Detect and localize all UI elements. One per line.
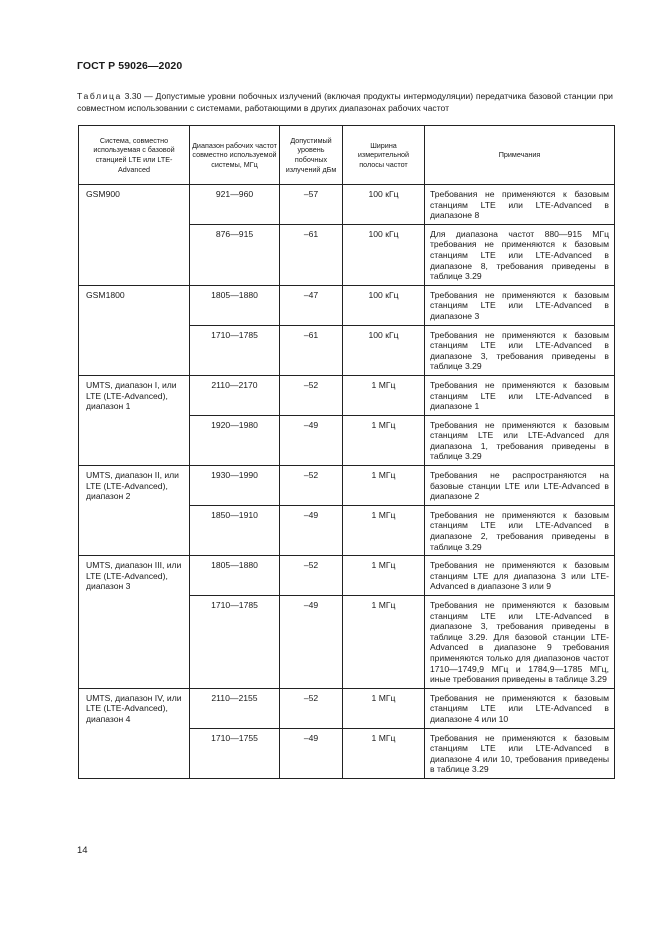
table-header-row (79, 126, 615, 185)
level-cell: –52 (280, 375, 343, 415)
bandwidth-cell: 1 МГц (343, 466, 425, 506)
bandwidth-cell: 1 МГц (343, 688, 425, 728)
frequency-cell: 1850—1910 (190, 505, 280, 555)
table-row (79, 688, 615, 728)
note-cell: Требования не применяются к базовым станциям LTE для диапазона 3 или LTE-Advanced в диапазоне 3 или 9 (425, 556, 615, 596)
frequency-cell: 2110—2155 (190, 688, 280, 728)
column-header-level: Допустимый уровень побочных излучений дБм (280, 126, 343, 185)
bandwidth-cell: 1 МГц (343, 375, 425, 415)
note-cell: Требования не распространяются на базовые станции LTE или LTE-Advanced в диапазоне 2 (425, 466, 615, 506)
level-cell: –49 (280, 415, 343, 465)
system-cell: UMTS, диапазон I, или LTE (LTE-Advanced), диапазон 1 (79, 375, 190, 465)
level-cell: –52 (280, 688, 343, 728)
column-header-system: Система, совместно используемая с базовой станцией LTE или LTE-Advanced (79, 126, 190, 185)
bandwidth-cell: 1 МГц (343, 556, 425, 596)
system-cell: GSM900 (79, 185, 190, 286)
table-row (79, 466, 615, 506)
level-cell: –61 (280, 224, 343, 285)
system-cell: UMTS, диапазон III, или LTE (LTE-Advanced), диапазон 3 (79, 556, 190, 689)
column-header-frequency: Диапазон рабочих частот совместно используемой системы, МГц (190, 126, 280, 185)
note-cell: Требования не применяются к базовым станциям LTE или LTE-Advanced в диапазоне 3, требования приведены в таблице 3.29 (425, 325, 615, 375)
note-cell: Требования не применяются к базовым станциям LTE или LTE-Advanced в диапазоне 2, требования приведены в таблице 3.29 (425, 505, 615, 555)
level-cell: –49 (280, 728, 343, 778)
level-cell: –52 (280, 466, 343, 506)
level-cell: –61 (280, 325, 343, 375)
table-row (79, 185, 615, 225)
bandwidth-cell: 100 кГц (343, 185, 425, 225)
document-header: ГОСТ Р 59026—2020 (77, 60, 183, 72)
bandwidth-cell: 1 МГц (343, 505, 425, 555)
note-cell: Требования не применяются к базовым станциям LTE или LTE-Advanced в диапазоне 4 или 10, требования приведены в таблице 3.29 (425, 728, 615, 778)
bandwidth-cell: 1 МГц (343, 415, 425, 465)
bandwidth-cell: 1 МГц (343, 728, 425, 778)
frequency-cell: 876—915 (190, 224, 280, 285)
column-header-bandwidth: Ширина измерительной полосы частот (343, 126, 425, 185)
note-cell: Требования не применяются к базовым станциям LTE или LTE-Advanced для диапазона 1, требования приведены в таблице 3.29 (425, 415, 615, 465)
frequency-cell: 921—960 (190, 185, 280, 225)
frequency-cell: 1930—1990 (190, 466, 280, 506)
frequency-cell: 1710—1785 (190, 596, 280, 689)
note-cell: Требования не применяются к базовым станциям LTE или LTE-Advanced в диапазоне 3, требования приведены в таблице 3.29. Для базовой станции LTE-Advanced в диапазоне 9 требования применяются только для диапазонов частот 1710—1749,9 МГц и 1784,9—1785 МГц, иные требования приведены в таблице 3.29 (425, 596, 615, 689)
note-cell: Требования не применяются к базовым станциям LTE или LTE-Advanced в диапазоне 3 (425, 285, 615, 325)
frequency-cell: 1710—1785 (190, 325, 280, 375)
frequency-cell: 1805—1880 (190, 285, 280, 325)
frequency-cell: 1710—1755 (190, 728, 280, 778)
frequency-cell: 1920—1980 (190, 415, 280, 465)
note-cell: Для диапазона частот 880—915 МГц требования не применяются к базовым станциям LTE или LTE-Advanced в диапазоне 8, требования приведены в таблице 3.29 (425, 224, 615, 285)
table-row (79, 285, 615, 325)
bandwidth-cell: 100 кГц (343, 325, 425, 375)
system-cell: GSM1800 (79, 285, 190, 375)
level-cell: –52 (280, 556, 343, 596)
level-cell: –49 (280, 596, 343, 689)
table-caption-text: 3.30 — Допустимые уровни побочных излучений (включая продукты интермодуляции) передатчика базовой станции при совместном использовании с системами, работающими в других диапазонах рабочих частот (77, 91, 613, 113)
bandwidth-cell: 100 кГц (343, 285, 425, 325)
bandwidth-cell: 1 МГц (343, 596, 425, 689)
table-row (79, 375, 615, 415)
level-cell: –47 (280, 285, 343, 325)
page-number: 14 (77, 845, 88, 856)
frequency-cell: 2110—2170 (190, 375, 280, 415)
note-cell: Требования не применяются к базовым станциям LTE или LTE-Advanced в диапазоне 1 (425, 375, 615, 415)
table-row (79, 556, 615, 596)
note-cell: Требования не применяются к базовым станциям LTE или LTE-Advanced в диапазоне 4 или 10 (425, 688, 615, 728)
column-header-notes: Примечания (425, 126, 615, 185)
level-cell: –57 (280, 185, 343, 225)
system-cell: UMTS, диапазон IV, или LTE (LTE-Advanced), диапазон 4 (79, 688, 190, 778)
bandwidth-cell: 100 кГц (343, 224, 425, 285)
table-caption (77, 90, 613, 114)
system-cell: UMTS, диапазон II, или LTE (LTE-Advanced), диапазон 2 (79, 466, 190, 556)
table-caption-label: Таблица (77, 91, 122, 101)
note-cell: Требования не применяются к базовым станциям LTE или LTE-Advanced в диапазоне 8 (425, 185, 615, 225)
level-cell: –49 (280, 505, 343, 555)
frequency-cell: 1805—1880 (190, 556, 280, 596)
emissions-table (78, 125, 615, 779)
